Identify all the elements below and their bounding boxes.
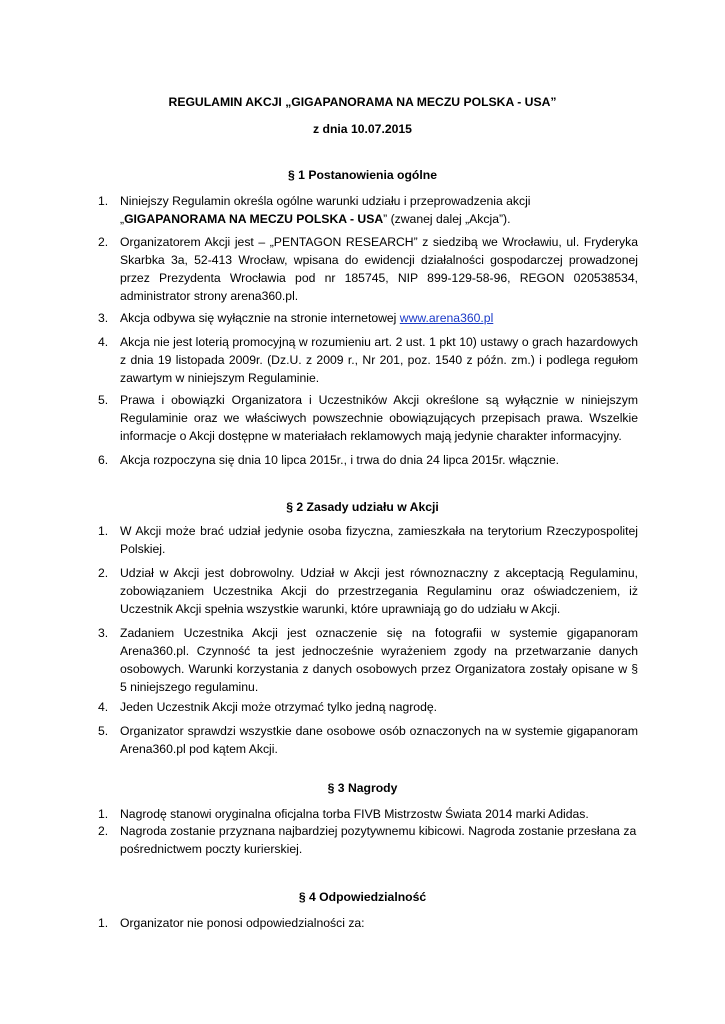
document-page: REGULAMIN AKCJI „GIGAPANORAMA NA MECZU POLSKA - USA” z dnia 10.07.2015 § 1 Postanowienia ogólne 1. Niniejszy Regulamin określa ogólne warunki udziału i przeprowadzenia akcji „GIGAPANORAMA NA MECZU POLSKA - USA” (zwanej dalej „Akcja”). 2. Organizatorem Akcji jest – „PENTAGON RESEARCH” z siedzibą we Wrocławiu, ul. Fryderyka Skarbka 3a, 52-413 Wrocław, wpisana do ewidencji działalności gospodarczej prowadzonej przez Prezydenta Wrocławia pod nr 185745, NIP 899-129-58-96, REGON 020538534, administrator strony arena360.pl. 3. Akcja odbywa się wyłącznie na stronie internetowej www.arena360.pl 4. Akcja nie jest loterią promocyjną w rozumieniu art. 2 ust. 1 pkt 10) ustawy o grach hazardowych z dnia 19 listopada 2009r. (Dz.U. z 2009 r., Nr 201, poz. 1540 z późn. zm.) i podlega regułom zawartym w niniejszym Regulaminie. 5. Prawa i obowiązki Organizatora i Uczestników Akcji określone są wyłącznie w niniejszym Regulaminie oraz we właściwych powszechnie obowiązujących przepisach prawa. Wszelkie informacje o Akcji dostępne w materiałach reklamowych mają jedynie charakter informacyjny. 6. Akcja rozpoczyna się dnia 10 lipca 2015r., i trwa do dnia 24 lipca 2015r. włącznie. § 2 Zasady udziału w Akcji 1. W Akcji może brać udział jedynie osoba fizyczna, zamieszkała na terytorium Rzeczypospolitej Polskiej. 2. Udział w Akcji jest dobrowolny. Udział w Akcji jest równoznaczny z akceptacją Regulaminu, zobowiązaniem Uczestnika Akcji do przestrzegania Regulaminu oraz oświadczeniem, iż Uczestnik Akcji spełnia wszystkie warunki, które uprawniają go do udziału w Akcji. 3. Zadaniem Uczestnika Akcji jest oznaczenie się na fotografii w systemie gigapanoram Arena360.pl. Czynność ta jest jednocześnie wyrażeniem zgody na przetwarzanie danych osobowych. Warunki korzystania z danych osobowych przez Organizatora zostały opisane w § 5 niniejszego regulaminu. 4. Jeden Uczestnik Akcji może otrzymać tylko jedną nagrodę. 5. Organizator sprawdzi wszystkie dane osobowe osób oznaczonych na w systemie gigapanoram Arena360.pl pod kątem Akcji. § 3 Nagrody 1. Nagrodę stanowi oryginalna oficjalna torba FIVB Mistrzostw Świata 2014 marki Adidas. 2. Nagroda zostanie przyznana najbardziej pozytywnemu kibicowi. Nagroda zostanie przesłana za pośrednictwem poczty kurierskiej. § 4 Odpowiedzialność 1. Organizator nie ponosi odpowiedzialności za: <box>0 0 725 1024</box>
section-heading: § 3 Nagrody <box>327 781 398 795</box>
document-date: z dnia 10.07.2015 <box>313 122 412 136</box>
section-heading: § 2 Zasady udziału w Akcji <box>286 500 439 514</box>
document-title: REGULAMIN AKCJI „GIGAPANORAMA NA MECZU POLSKA - USA” <box>168 95 557 109</box>
section-heading: § 4 Odpowiedzialność <box>298 890 427 904</box>
section-heading: § 1 Postanowienia ogólne <box>288 168 437 182</box>
website-link[interactable]: www.arena360.pl <box>399 311 494 325</box>
